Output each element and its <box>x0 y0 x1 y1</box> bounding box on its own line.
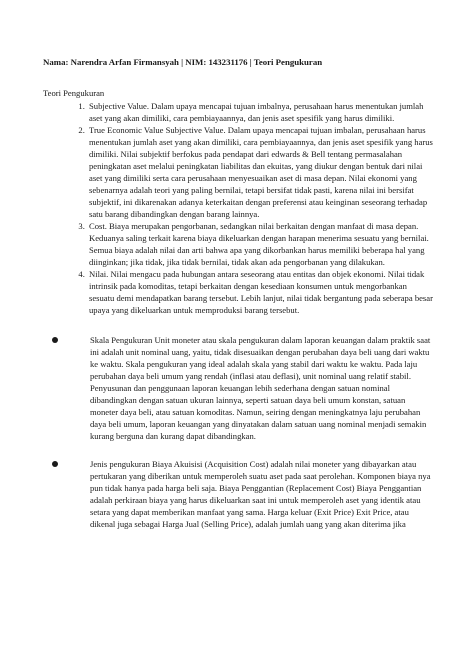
document-title: Nama: Narendra Arfan Firmansyah | NIM: 143231176 | Teori Pengukuran <box>43 57 323 67</box>
numbered-list-item: 2. True Economic Value Subjective Value. Dalam upaya mencapai tujuan imbalan, perusahaan harus menentukan jumlah aset yang akan dimiliki, cara pembiayaannya, dan jenis aset spesifik yang harus dimiliki. Nilai subjektif berfokus pada pendapat dari edwards & Bell tentang permasalahan peningkatan aset melalui peningkatan liabilitas dan ekuitas, yang diukur dengan bentuk dari nilai aset yang dimiliki serta cara perusahaan menyesuaikan aset di masa depan. Nilai ekonomi yang sebenarnya adalah teori yang paling bernilai, tetapi bersifat tidak pasti, karena nilai ini bersifat subjektif, ini dikarenakan adanya keterkaitan dengan preferensi atau keinginan seseorang terhadap satu barang dibandingkan dengan barang lainnya. <box>87 124 434 220</box>
section-heading: Teori Pengukuran <box>43 88 105 98</box>
bullet-list-item <box>87 458 434 530</box>
numbered-list-item: 3. Cost. Biaya merupakan pengorbanan, sedangkan nilai berkaitan dengan manfaat di masa depan. Keduanya saling terkait karena biaya dikeluarkan dengan harapan menerima sesuatu yang bernilai. Semua biaya adalah nilai dan arti bahwa apa yang dikorbankan harus memiliki beberapa hal yang diinginkan; jika tidak, jika tidak bernilai, tidak akan ada pengorbanan yang dilakukan. <box>87 220 434 268</box>
bullet-list-item <box>87 334 434 442</box>
bullet-icon <box>52 461 58 467</box>
bullet-list <box>43 334 434 530</box>
numbered-list <box>43 100 434 316</box>
bullet-text: Skala Pengukuran Unit moneter atau skala pengukuran dalam laporan keuangan dalam praktik saat ini adalah unit nominal uang, yaitu, tidak disesuaikan dengan perubahan daya beli uang dari waktu ke waktu. Skala pengukuran yang ideal adalah skala yang stabil dari waktu ke waktu. Pada laju perubahan daya beli umum yang rendah (inflasi atau deflasi), unit nominal uang relatif stabil. Penyusunan dan penggunaan laporan keuangan lebih sederhana dengan satuan nominal dibandingkan dengan satuan ukuran lainnya, seperti satuan daya beli umum konstan, satuan moneter daya beli, atau satuan komoditas. Namun, seiring dengan meningkatnya laju perubahan daya beli umum, laporan keuangan yang dinyatakan dalam satuan uang nominal menjadi semakin kurang berguna dan kurang dapat dibandingkan. <box>90 335 431 441</box>
numbered-list-item: 1. Subjective Value. Dalam upaya mencapai tujuan imbalnya, perusahaan harus menentukan jumlah aset yang akan dimiliki, cara pembiayaannya, dan jenis aset spesifik yang harus dimiliki. <box>87 100 434 124</box>
bullet-text: Jenis pengukuran Biaya Akuisisi (Acquisition Cost) adalah nilai moneter yang dibayarkan atau pertukaran yang diberikan untuk memperoleh suatu aset pada saat perolehan. Komponen biaya nya pun tidak hanya pada harga beli saja. Biaya Penggantian (Replacement Cost) Biaya Penggantian adalah perkiraan biaya yang harus dikeluarkan saat ini untuk memperoleh aset yang identik atau setara yang dapat memberikan manfaat yang sama. Harga keluar (Exit Price) Exit Price, atau dikenal juga sebagai Harga Jual (Selling Price), adalah jumlah uang yang akan diterima jika <box>90 459 431 529</box>
numbered-list-item: 4. Nilai. Nilai mengacu pada hubungan antara seseorang atau entitas dan objek ekonomi. Nilai tidak intrinsik pada komoditas, tetapi berkaitan dengan kesediaan konsumen untuk mengorbankan sesuatu demi mendapatkan barang tersebut. Lebih lanjut, nilai tidak bergantung pada seberapa besar upaya yang dikeluarkan untuk memproduksi barang tersebut. <box>87 268 434 316</box>
bullet-icon <box>52 337 58 343</box>
